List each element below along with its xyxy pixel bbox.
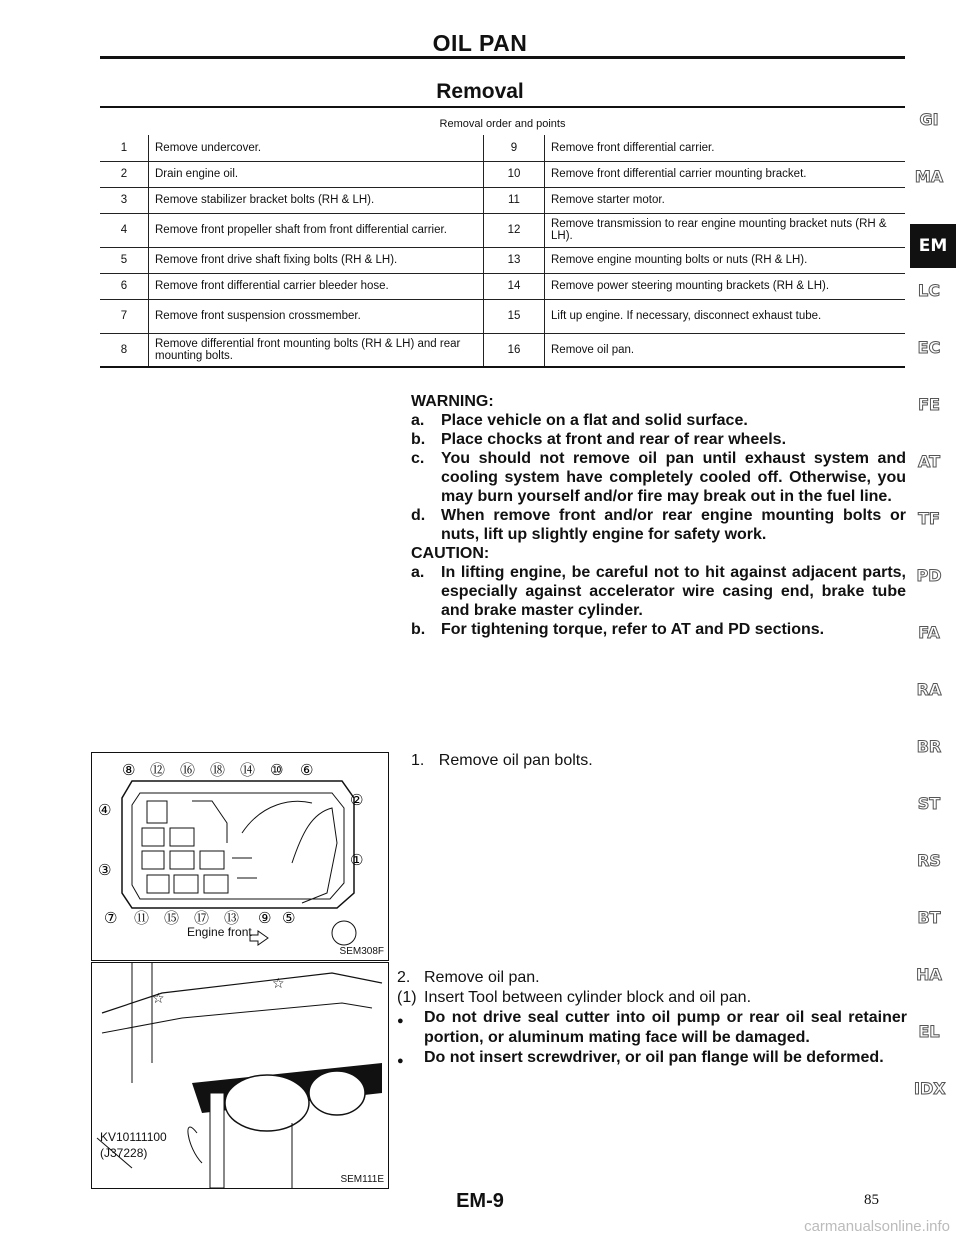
section-tab-ma[interactable]: MA — [914, 167, 944, 186]
table-row — [100, 213, 905, 247]
notice-item — [411, 411, 906, 430]
section-tab-el[interactable]: EL — [918, 1022, 940, 1041]
bolt-callout: ⑯ — [180, 761, 196, 779]
section-rule — [100, 106, 905, 108]
step-number-cell: 6 — [100, 273, 149, 299]
section-title: Removal — [436, 80, 524, 103]
bullet-item — [397, 1008, 907, 1048]
step-number-cell: 3 — [100, 187, 149, 213]
notice-item-text: When remove front and/or rear engine mounting bolts or nuts, lift up slightly engine for safety work. — [441, 507, 906, 543]
bolt-callout: ⑮ — [164, 909, 180, 927]
tool-number: KV10111100 — [100, 1130, 167, 1144]
step-2-number: 2. — [397, 969, 411, 986]
step-text-cell: Remove differential front mounting bolts (RH & LH) and rear mounting bolts. — [149, 333, 484, 367]
step-text-cell: Lift up engine. If necessary, disconnect exhaust tube. — [545, 299, 906, 333]
notice-item-text: In lifting engine, be careful not to hit against adjacent parts, especially against accelerator wire casing end, brake tube and brake master cylinder. — [441, 564, 906, 619]
seal-cutter-illustration — [91, 962, 389, 1189]
step-number-cell: 5 — [100, 247, 149, 273]
step-text-cell: Remove undercover. — [149, 135, 484, 161]
step-text-cell: Remove front differential carrier. — [545, 135, 906, 161]
section-tab-fa[interactable]: FA — [918, 623, 940, 642]
figure-code: SEM111E — [340, 1174, 384, 1185]
step-text-cell: Remove front suspension crossmember. — [149, 299, 484, 333]
section-tab-fe[interactable]: FE — [918, 395, 940, 414]
warning-block — [411, 392, 906, 639]
section-tab-idx[interactable]: IDX — [914, 1079, 946, 1098]
warning-heading: WARNING: — [411, 393, 494, 410]
table-row — [100, 299, 905, 333]
notice-item-text: Place vehicle on a flat and solid surface. — [441, 412, 748, 429]
notice-item-text: Place chocks at front and rear of rear wheels. — [441, 431, 787, 448]
section-tab-gi[interactable]: GI — [919, 110, 939, 129]
step-number-cell: 9 — [484, 135, 545, 161]
notice-item-label: a. — [411, 412, 425, 429]
bolt-callout: ⑥ — [300, 761, 314, 779]
bolt-callout: ⑨ — [258, 909, 272, 927]
section-tab-br[interactable]: BR — [916, 737, 942, 756]
bolt-callout: ⑬ — [224, 909, 240, 927]
section-tab-rs[interactable]: RS — [917, 851, 941, 870]
bolt-callout: ② — [350, 791, 364, 809]
step-text-cell: Remove stabilizer bracket bolts (RH & LH). — [149, 187, 484, 213]
step-number-cell: 12 — [484, 213, 545, 247]
step-2-text: Remove oil pan. — [424, 969, 540, 986]
page-code: EM-9 — [456, 1190, 504, 1212]
bolt-callout: ⑤ — [282, 909, 296, 927]
notice-item — [411, 430, 906, 449]
table-row — [100, 187, 905, 213]
page-number: 85 — [864, 1192, 879, 1208]
title-rule — [100, 56, 905, 59]
section-tab-tf[interactable]: TF — [918, 509, 940, 528]
oil-pan-bolt-diagram — [91, 752, 389, 961]
notice-item-label: d. — [411, 507, 426, 524]
notice-item-label: b. — [411, 621, 426, 638]
bullet-icon: ● — [397, 1015, 404, 1027]
removal-table — [100, 135, 905, 368]
watermark: carmanualsonline.info — [804, 1218, 950, 1235]
step-number-cell: 8 — [100, 333, 149, 367]
svg-text:☆: ☆ — [272, 975, 285, 991]
step-2-sub-number: (1) — [397, 989, 417, 1006]
step-1-number: 1. — [411, 752, 425, 769]
bolt-callout: ⑰ — [194, 909, 210, 927]
section-tab-ha[interactable]: HA — [916, 965, 942, 984]
notice-item — [411, 620, 906, 639]
step-text-cell: Remove front drive shaft fixing bolts (RH & LH). — [149, 247, 484, 273]
section-tab-em[interactable]: EM — [910, 224, 956, 268]
notice-item — [411, 506, 906, 544]
bullet-text: Do not insert screwdriver, or oil pan flange will be deformed. — [424, 1049, 884, 1066]
step-number-cell: 7 — [100, 299, 149, 333]
step-number-cell: 13 — [484, 247, 545, 273]
step-text-cell: Remove engine mounting bolts or nuts (RH & LH). — [545, 247, 906, 273]
table-caption: Removal order and points — [439, 118, 566, 130]
notice-item-text: You should not remove oil pan until exhaust system and cooling system have completely cooled off. Otherwise, you may burn yourself and/or fire may break out in the fuel line. — [441, 450, 906, 505]
step-text-cell: Remove transmission to rear engine mounting bracket nuts (RH & LH). — [545, 213, 906, 247]
notice-item-text: For tightening torque, refer to AT and PD sections. — [441, 621, 825, 638]
step-number-cell: 15 — [484, 299, 545, 333]
tool-alt-number: (J37228) — [100, 1146, 148, 1160]
table-row — [100, 333, 905, 367]
svg-text:☆: ☆ — [152, 990, 165, 1006]
step-text-cell: Remove starter motor. — [545, 187, 906, 213]
bullet-text: Do not drive seal cutter into oil pump or rear oil seal retainer portion, or aluminum mating face will be damaged. — [424, 1009, 907, 1046]
section-tab-st[interactable]: ST — [917, 794, 941, 813]
step-number-cell: 1 — [100, 135, 149, 161]
step-text-cell: Remove power steering mounting brackets (RH & LH). — [545, 273, 906, 299]
step-text-cell: Remove front differential carrier bleeder hose. — [149, 273, 484, 299]
step-1-text: Remove oil pan bolts. — [438, 752, 593, 769]
caution-heading: CAUTION: — [411, 545, 490, 562]
section-tab-bt[interactable]: BT — [917, 908, 941, 927]
notice-item-label: a. — [411, 564, 425, 581]
table-row — [100, 273, 905, 299]
step-2 — [397, 968, 907, 1071]
step-text-cell: Remove front differential carrier mounting bracket. — [545, 161, 906, 187]
page-title: OIL PAN — [432, 30, 528, 56]
step-text-cell: Remove front propeller shaft from front differential carrier. — [149, 213, 484, 247]
bolt-callout: ③ — [98, 861, 112, 879]
bolt-callout: ⑦ — [104, 909, 118, 927]
engine-front-label: Engine front — [187, 925, 252, 939]
step-text-cell: Remove oil pan. — [545, 333, 906, 367]
section-tab-ra[interactable]: RA — [916, 680, 942, 699]
step-number-cell: 10 — [484, 161, 545, 187]
bullet-icon: ● — [397, 1055, 404, 1067]
step-2-sub-text: Insert Tool between cylinder block and oil pan. — [424, 989, 752, 1006]
step-number-cell: 16 — [484, 333, 545, 367]
table-row — [100, 135, 905, 161]
step-1 — [411, 752, 593, 770]
section-tab-ec[interactable]: EC — [917, 338, 941, 357]
notice-item — [411, 449, 906, 506]
bullet-item — [397, 1048, 907, 1071]
bolt-callout: ④ — [98, 801, 112, 819]
bolt-callout: ⑪ — [134, 909, 150, 927]
section-tab-lc[interactable]: LC — [918, 281, 940, 300]
table-row — [100, 247, 905, 273]
step-number-cell: 11 — [484, 187, 545, 213]
step-text-cell: Drain engine oil. — [149, 161, 484, 187]
notice-item — [411, 563, 906, 620]
bolt-callout: ⑩ — [270, 761, 284, 779]
step-number-cell: 2 — [100, 161, 149, 187]
section-tab-at[interactable]: AT — [917, 452, 941, 471]
section-tab-pd[interactable]: PD — [916, 566, 942, 585]
bolt-callout: ⑭ — [240, 761, 256, 779]
bolt-callout: ⑫ — [150, 761, 166, 779]
notice-item-label: b. — [411, 431, 426, 448]
step-number-cell: 4 — [100, 213, 149, 247]
bolt-callout: ⑧ — [122, 761, 136, 779]
step-number-cell: 14 — [484, 273, 545, 299]
bolt-callout: ⑱ — [210, 761, 226, 779]
notice-item-label: c. — [411, 450, 425, 467]
bolt-callout: ① — [350, 851, 364, 869]
table-row — [100, 161, 905, 187]
figure-code: SEM308F — [339, 946, 384, 957]
